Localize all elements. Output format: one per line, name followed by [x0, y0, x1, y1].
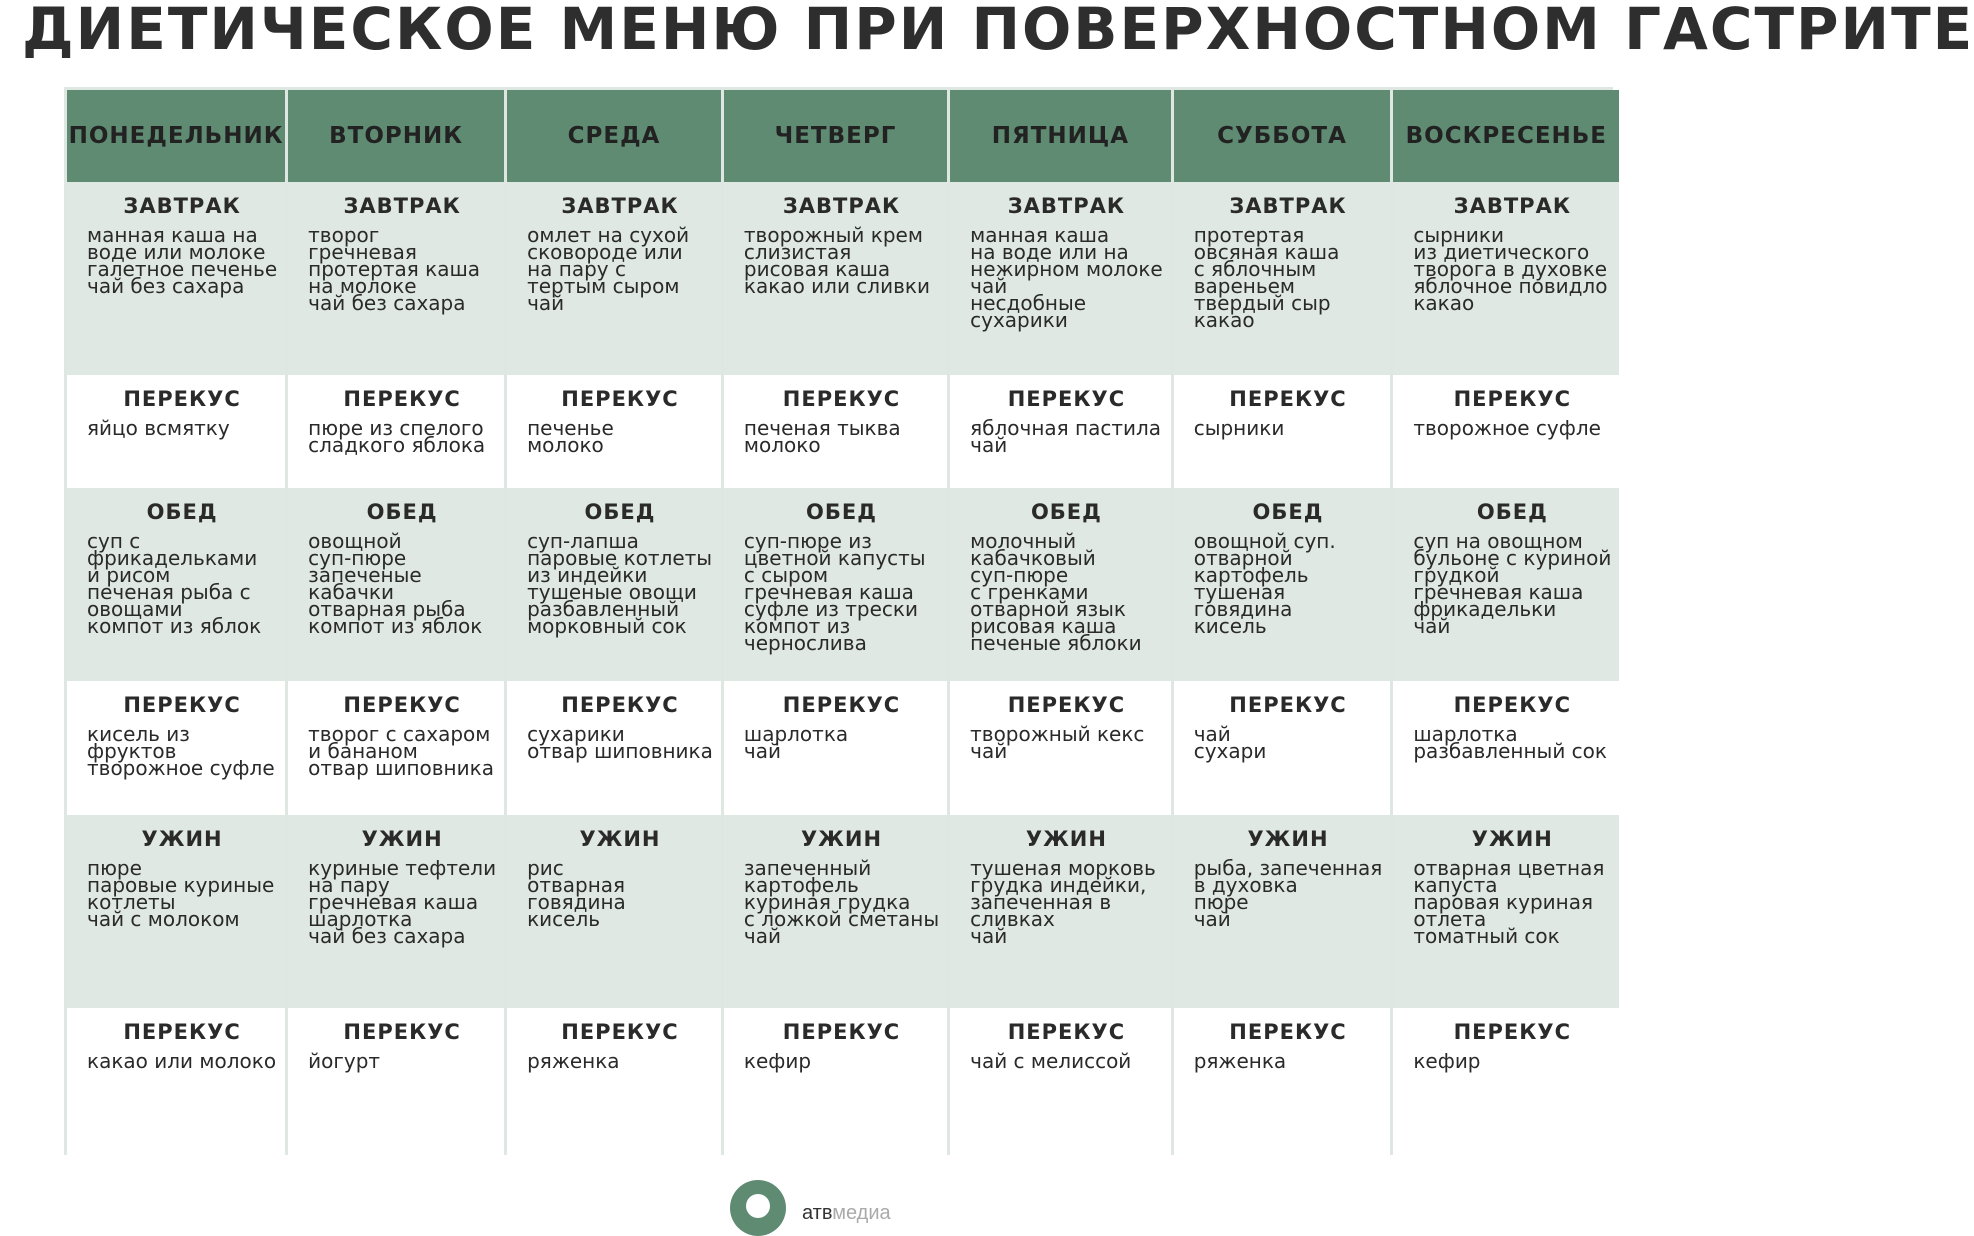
dish-item: фрикадельки	[1413, 597, 1557, 621]
dish-item: чай	[1193, 907, 1231, 931]
menu-table	[64, 87, 1613, 1155]
dish-item: запеченые	[308, 563, 422, 587]
meal-name: УЖИН	[1025, 827, 1107, 851]
dish-item: рисовая каша	[970, 614, 1117, 638]
dish-item: суп-лапша	[527, 529, 639, 553]
meal-name: ОБЕД	[1252, 500, 1324, 524]
meal-cell	[724, 182, 947, 375]
dish-item: гречневая каша	[743, 580, 914, 604]
dish-item: отлета	[1413, 907, 1487, 931]
meal-cell	[507, 375, 721, 488]
dish-item: гречневая каша	[1413, 580, 1584, 604]
day-header: ВТОРНИК	[288, 90, 504, 182]
dish-item: йогурт	[308, 1049, 381, 1073]
dish-item: творог с сахаром	[308, 722, 491, 746]
meal-name: УЖИН	[800, 827, 883, 851]
dish-item: чай без сахара	[308, 924, 466, 948]
dish-item: разбавленный сок	[1413, 739, 1607, 763]
meal-name: УЖИН	[579, 827, 661, 851]
meal-name: ПЕРЕКУС	[123, 1020, 241, 1044]
dish-item: кефир	[743, 1049, 812, 1073]
meal-name: ПЕРЕКУС	[782, 387, 901, 411]
meal-cell	[507, 681, 721, 815]
meal-cell	[1174, 375, 1391, 488]
dish-item: пюре	[87, 856, 142, 880]
meal-name: ПЕРЕКУС	[1229, 387, 1347, 411]
dish-item: слизистая	[743, 240, 852, 264]
dish-item: сладкого яблока	[308, 433, 486, 457]
meal-name: ПЕРЕКУС	[561, 1020, 679, 1044]
meal-name: ПЕРЕКУС	[561, 693, 679, 717]
dish-item: чернослива	[743, 631, 867, 655]
dish-item: овощами	[87, 597, 183, 621]
meal-cell	[507, 488, 721, 681]
meal-cell	[67, 1008, 285, 1157]
dish-item: с сыром	[743, 563, 829, 587]
logo-text: атвмедиа	[802, 1202, 891, 1224]
dish-item: паровые куриные	[87, 873, 275, 897]
dish-item: отварной язык	[970, 597, 1126, 621]
dish-item: чай	[743, 924, 781, 948]
dish-item: молочный	[970, 529, 1077, 553]
dish-item: и рисом	[87, 563, 171, 587]
meal-cell	[507, 815, 721, 1008]
dish-item: чай	[527, 291, 565, 315]
dish-item: протертая	[1193, 223, 1305, 247]
meal-cell	[1174, 182, 1391, 375]
dish-item: тушеная	[1193, 580, 1286, 604]
meal-name: ПЕРЕКУС	[782, 1020, 901, 1044]
meal-name: ЗАВТРАК	[343, 194, 461, 218]
dish-item: ряженка	[527, 1049, 620, 1073]
dish-item: сухари	[1193, 739, 1267, 763]
meal-cell	[1393, 681, 1619, 815]
meal-name: ОБЕД	[146, 500, 218, 524]
meal-name: ЗАВТРАК	[123, 194, 241, 218]
dish-item: сухарики	[970, 308, 1068, 332]
meal-name: ОБЕД	[806, 500, 877, 524]
meal-cell	[288, 681, 504, 815]
meal-cell	[1393, 182, 1619, 375]
dish-item: куриная грудка	[743, 890, 911, 914]
dish-item: какао или молоко	[87, 1049, 277, 1073]
dish-item: сырники	[1193, 416, 1285, 440]
dish-item: запеченная в	[970, 890, 1112, 914]
dish-item: тертым сыром	[527, 274, 680, 298]
meal-name: ЗАВТРАК	[1229, 194, 1347, 218]
dish-item: на молоке	[308, 274, 417, 298]
meal-name: ОБЕД	[1476, 500, 1548, 524]
dish-item: печенье	[527, 416, 614, 440]
dish-item: протертая каша	[308, 257, 481, 281]
dish-item: куриные тефтели	[308, 856, 497, 880]
dish-item: на пару	[308, 873, 390, 897]
logo-icon	[730, 1180, 786, 1236]
dish-item: чай с молоком	[87, 907, 240, 931]
dish-item: нежирном молоке	[970, 257, 1163, 281]
dish-item: тушеные овощи	[527, 580, 697, 604]
dish-item: чай	[970, 274, 1008, 298]
meal-name: ЗАВТРАК	[1453, 194, 1571, 218]
dish-item: чай с мелиссой	[970, 1049, 1132, 1073]
dish-item: воде или молоке	[87, 240, 266, 264]
dish-item: суп на овощном	[1413, 529, 1583, 553]
dish-item: томатный сок	[1413, 924, 1560, 948]
dish-item: галетное печенье	[87, 257, 278, 281]
dish-item: суфле из трески	[743, 597, 918, 621]
meal-cell	[67, 488, 285, 681]
dish-item: компот из	[743, 614, 851, 638]
dish-item: картофель	[1193, 563, 1309, 587]
meal-name: УЖИН	[141, 827, 223, 851]
meal-cell	[950, 681, 1171, 815]
meal-cell	[67, 815, 285, 1008]
day-header: ПЯТНИЦА	[950, 90, 1171, 182]
day-header: ПОНЕДЕЛЬНИК	[67, 90, 285, 182]
dish-item: манная каша	[970, 223, 1110, 247]
dish-item: капуста	[1413, 873, 1498, 897]
dish-item: из индейки	[527, 563, 648, 587]
dish-item: отварной	[1193, 546, 1293, 570]
meal-name: ПЕРЕКУС	[561, 387, 679, 411]
dish-item: рис	[527, 856, 564, 880]
dish-item: яблочное повидло	[1413, 274, 1608, 298]
dish-item: на пару с	[527, 257, 626, 281]
dish-item: омлет на сухой	[527, 223, 690, 247]
dish-item: печеная рыба с	[87, 580, 251, 604]
dish-item: кисель из	[87, 722, 190, 746]
dish-item: сухарики	[527, 722, 625, 746]
dish-item: сырники	[1413, 223, 1504, 247]
meal-name: ОБЕД	[366, 500, 438, 524]
dish-item: кабачковый	[970, 546, 1096, 570]
meal-cell	[950, 375, 1171, 488]
dish-item: паровая куриная	[1413, 890, 1593, 914]
dish-item: отвар шиповника	[308, 756, 494, 780]
page-title: ДИЕТИЧЕСКОЕ МЕНЮ ПРИ ПОВЕРХНОСТНОМ ГАСТРИТЕ	[22, 0, 1974, 63]
dish-item: сковороде или	[527, 240, 683, 264]
meal-cell	[288, 815, 504, 1008]
day-header: СРЕДА	[507, 90, 721, 182]
meal-cell	[724, 375, 947, 488]
meal-name: УЖИН	[361, 827, 443, 851]
meal-cell	[1174, 815, 1391, 1008]
dish-item: чай	[1413, 614, 1451, 638]
meal-cell	[1393, 375, 1619, 488]
dish-item: на воде или на	[970, 240, 1129, 264]
dish-item: из диетического	[1413, 240, 1590, 264]
dish-item: пюре из спелого	[308, 416, 484, 440]
meal-cell	[1174, 681, 1391, 815]
meal-name: ПЕРЕКУС	[123, 693, 241, 717]
meal-cell	[724, 1008, 947, 1157]
meal-name: ЗАВТРАК	[561, 194, 679, 218]
dish-item: ряженка	[1193, 1049, 1287, 1073]
dish-item: рыба, запеченная	[1193, 856, 1383, 880]
dish-item: отварная	[527, 873, 626, 897]
dish-item: молоко	[527, 433, 604, 457]
dish-item: твердый сыр	[1193, 291, 1331, 315]
meal-name: ПЕРЕКУС	[1007, 693, 1126, 717]
brand-logo	[730, 1180, 1030, 1224]
meal-cell	[1174, 488, 1391, 681]
meal-name: ПЕРЕКУС	[343, 1020, 461, 1044]
meal-cell	[67, 681, 285, 815]
meal-cell	[67, 182, 285, 375]
dish-item: компот из яблок	[87, 614, 262, 638]
dish-item: творог	[308, 223, 380, 247]
meal-cell	[950, 815, 1171, 1008]
meal-cell	[288, 375, 504, 488]
dish-item: чай	[970, 433, 1008, 457]
meal-name: ПЕРЕКУС	[1453, 1020, 1572, 1044]
meal-name: ПЕРЕКУС	[1007, 1020, 1126, 1044]
meal-cell	[1393, 815, 1619, 1008]
dish-item: творожный кекс	[970, 722, 1145, 746]
dish-item: творожное суфле	[1413, 416, 1601, 440]
dish-item: несдобные	[970, 291, 1087, 315]
meal-cell	[1393, 488, 1619, 681]
dish-item: пюре	[1193, 890, 1249, 914]
meal-cell	[950, 1008, 1171, 1157]
dish-item: картофель	[743, 873, 859, 897]
dish-item: шарлотка	[743, 722, 849, 746]
meal-name: ПЕРЕКУС	[343, 387, 461, 411]
dish-item: говядина	[1193, 597, 1293, 621]
dish-item: творожный крем	[743, 223, 923, 247]
dish-item: в духовка	[1193, 873, 1298, 897]
dish-item: вареньем	[1193, 274, 1296, 298]
dish-item: и бананом	[308, 739, 418, 763]
dish-item: яйцо всмятку	[87, 416, 230, 440]
meal-cell	[288, 1008, 504, 1157]
dish-item: кефир	[1413, 1049, 1481, 1073]
dish-item: говядина	[527, 890, 626, 914]
dish-item: паровые котлеты	[527, 546, 713, 570]
dish-item: отвар шиповника	[527, 739, 713, 763]
dish-item: рисовая каша	[743, 257, 891, 281]
dish-item: творожное суфле	[87, 756, 275, 780]
meal-name: ПЕРЕКУС	[1007, 387, 1126, 411]
dish-item: суп-пюре	[970, 563, 1069, 587]
meal-name: УЖИН	[1471, 827, 1553, 851]
meal-name: ОБЕД	[1030, 500, 1102, 524]
meal-cell	[1393, 1008, 1619, 1157]
dish-item: суп-пюре из	[743, 529, 872, 553]
dish-item: морковный сок	[527, 614, 687, 638]
meal-cell	[288, 182, 504, 375]
dish-item: чай без сахара	[87, 274, 245, 298]
dish-item: с яблочным	[1193, 257, 1317, 281]
dish-item: шарлотка	[308, 907, 413, 931]
meal-cell	[950, 182, 1171, 375]
dish-item: суп с	[87, 529, 141, 553]
dish-item: кабачки	[308, 580, 394, 604]
meal-cell	[724, 488, 947, 681]
meal-name: ПЕРЕКУС	[1229, 1020, 1347, 1044]
dish-item: грудка индейки,	[970, 873, 1147, 897]
dish-item: отварная рыба	[308, 597, 466, 621]
dish-item: печеные яблоки	[970, 631, 1142, 655]
dish-item: чай без сахара	[308, 291, 466, 315]
meal-name: ПЕРЕКУС	[343, 693, 461, 717]
dish-item: какао	[1413, 291, 1475, 315]
dish-item: чай	[743, 739, 781, 763]
dish-item: с гренками	[970, 580, 1089, 604]
meal-name: ПЕРЕКУС	[123, 387, 241, 411]
dish-item: чай	[1193, 722, 1231, 746]
dish-item: фруктов	[87, 739, 177, 763]
dish-item: овсяная каша	[1193, 240, 1340, 264]
dish-item: молоко	[743, 433, 821, 457]
dish-item: разбавленный	[527, 597, 680, 621]
meal-name: УЖИН	[1247, 827, 1329, 851]
dish-item: кисель	[527, 907, 601, 931]
day-header: ЧЕТВЕРГ	[724, 90, 947, 182]
meal-cell	[1174, 1008, 1391, 1157]
dish-item: гречневая каша	[308, 890, 479, 914]
meal-cell	[724, 815, 947, 1008]
dish-item: гречневая	[308, 240, 417, 264]
dish-item: бульоне с куриной	[1413, 546, 1612, 570]
meal-name: ОБЕД	[584, 500, 656, 524]
dish-item: яблочная пастила	[970, 416, 1162, 440]
meal-cell	[724, 681, 947, 815]
meal-name: ПЕРЕКУС	[782, 693, 901, 717]
day-header: СУББОТА	[1174, 90, 1391, 182]
dish-item: какао	[1193, 308, 1255, 332]
dish-item: овощной суп.	[1193, 529, 1336, 553]
dish-item: печеная тыква	[743, 416, 901, 440]
dish-item: овощной	[308, 529, 402, 553]
dish-item: манная каша на	[87, 223, 258, 247]
meal-name: ЗАВТРАК	[782, 194, 901, 218]
dish-item: отварная цветная	[1413, 856, 1605, 880]
dish-item: цветной капусты	[743, 546, 926, 570]
dish-item: шарлотка	[1413, 722, 1518, 746]
dish-item: суп-пюре	[308, 546, 407, 570]
dish-item: грудкой	[1413, 563, 1500, 587]
day-header: ВОСКРЕСЕНЬЕ	[1393, 90, 1619, 182]
meal-cell	[67, 375, 285, 488]
dish-item: чай	[970, 739, 1008, 763]
meal-cell	[507, 182, 721, 375]
meal-cell	[950, 488, 1171, 681]
dish-item: тушеная морковь	[970, 856, 1156, 880]
dish-item: творога в духовке	[1413, 257, 1608, 281]
dish-item: компот из яблок	[308, 614, 483, 638]
dish-item: с ложкой сметаны	[743, 907, 940, 931]
meal-name: ПЕРЕКУС	[1229, 693, 1347, 717]
dish-item: кисель	[1193, 614, 1267, 638]
meal-name: ПЕРЕКУС	[1453, 693, 1572, 717]
dish-item: котлеты	[87, 890, 176, 914]
dish-item: запеченный	[743, 856, 872, 880]
meal-name: ЗАВТРАК	[1007, 194, 1126, 218]
dish-item: сливках	[970, 907, 1055, 931]
dish-item: какао или сливки	[743, 274, 930, 298]
meal-cell	[507, 1008, 721, 1157]
meal-name: ПЕРЕКУС	[1453, 387, 1572, 411]
meal-cell	[288, 488, 504, 681]
dish-item: чай	[970, 924, 1008, 948]
dish-item: фрикадельками	[87, 546, 258, 570]
